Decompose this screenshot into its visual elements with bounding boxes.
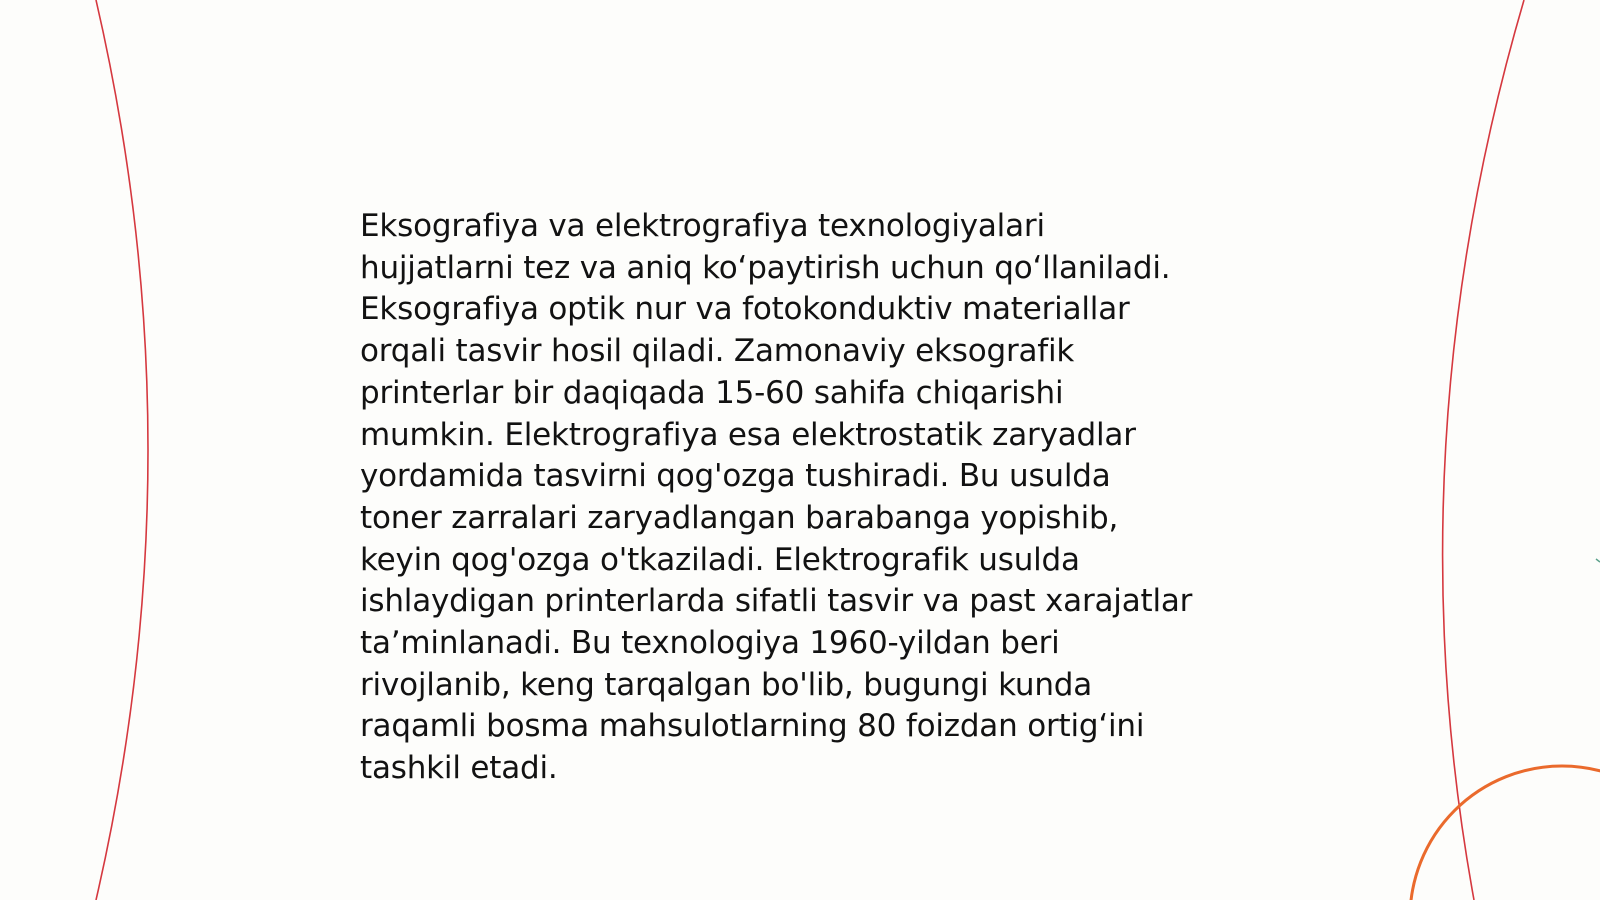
body-paragraph: Eksografiya va elektrografiya texnologiyalari hujjatlarni tez va aniq ko‘paytirish uchun qo‘llaniladi. Eksografiya optik nur va fotokonduktiv materiallar orqali tasvir hosil qiladi. Zamonaviy eksografik printerlar bir daqiqada 15-60 sahifa chiqarishi mumkin. Elektrografiya esa elektrostatik zaryadlar yordamida tasvirni qog'ozga tushiradi. Bu usulda toner zarralari zaryadlangan barabanga yopishib, keyin qog'ozga o'tkaziladi. Elektrografik usulda ishlaydigan printerlarda sifatli tasvir va past xarajatlar ta’minlanadi. Bu texnologiya 1960-yildan beri rivojlanib, keng tarqalgan bo'lib, bugungi kunda raqamli bosma mahsulotlarning 80 foizdan ortig‘ini tashkil etadi. <box>360 208 1193 787</box>
edge-accent-mark <box>1596 559 1600 562</box>
left-curve <box>96 0 148 900</box>
right-curve <box>1443 0 1524 900</box>
corner-arc <box>1410 766 1600 900</box>
